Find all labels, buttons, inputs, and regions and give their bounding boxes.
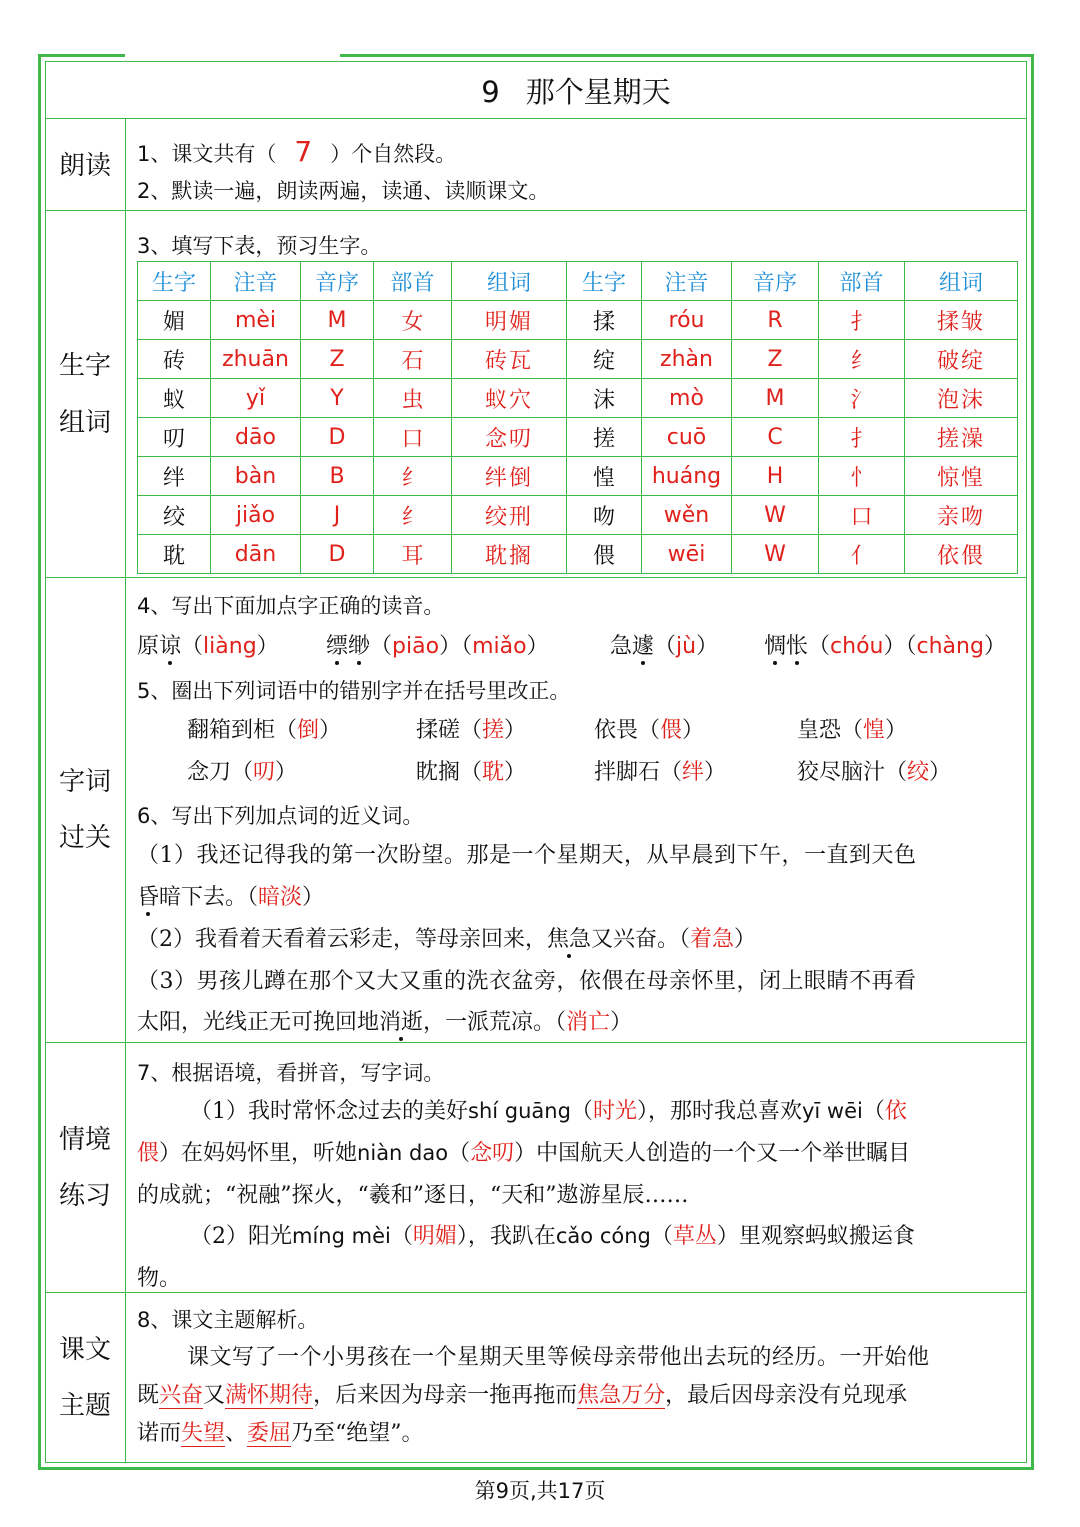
- table-cell: 纟: [374, 457, 452, 496]
- table-cell: H: [732, 457, 819, 496]
- table-cell: zhuān: [211, 340, 301, 379]
- q5-answer: 叨: [253, 760, 276, 785]
- table-cell: 搓: [567, 418, 642, 457]
- q7-answer: 时光: [592, 1099, 637, 1124]
- table-cell: D: [301, 535, 374, 574]
- table-cell: 耳: [374, 535, 452, 574]
- table-header-row: [138, 262, 1018, 301]
- q8-text: 乃至“绝望”。: [291, 1421, 424, 1446]
- table-cell: B: [301, 457, 374, 496]
- section-label-zuci: 组词: [58, 408, 111, 438]
- q4-dotted-char: 缥: [326, 634, 349, 659]
- q8-line-1: 课文写了一个小男孩在一个星期天里等候母亲带他出去玩的经历。一开始他: [187, 1345, 930, 1370]
- table-cell: 口: [819, 496, 905, 535]
- q5-answer: 倒: [297, 718, 320, 743]
- q8-answer: 焦急万分: [577, 1383, 666, 1408]
- q8-line-3: [137, 1416, 424, 1447]
- q4-answer: piāo: [392, 634, 440, 659]
- q6-sentence-1b: 昏暗下去。（暗淡）: [137, 885, 325, 910]
- table-cell: 破绽: [905, 340, 1018, 379]
- table-cell: róu: [642, 301, 732, 340]
- q5-answer: 搓: [482, 718, 505, 743]
- page-footer: 第9页,共17页: [474, 1479, 606, 1503]
- table-cell: 氵: [819, 379, 905, 418]
- question-4-heading: 4、写出下面加点字正确的读音。: [137, 594, 445, 618]
- table-header: 部首: [374, 262, 452, 301]
- q5-word: 眈搁: [416, 760, 461, 785]
- q7-text: ，我趴在: [467, 1224, 556, 1249]
- section-label-zici: 字词: [58, 767, 111, 797]
- table-cell: 亻: [819, 535, 905, 574]
- table-cell: 绞刑: [452, 496, 567, 535]
- table-cell: 泡沫: [905, 379, 1018, 418]
- table-cell: W: [732, 535, 819, 574]
- page-title: [125, 68, 1027, 116]
- table-cell: 耽: [138, 535, 211, 574]
- question-7-heading: 7、根据语境，看拼音，写字词。: [137, 1061, 445, 1085]
- q4-word-char: 原: [137, 634, 160, 659]
- q5-item: 翻箱到柜（倒）: [187, 718, 342, 743]
- table-row: [138, 340, 1018, 379]
- q5-item: 依畏（偎）: [594, 718, 705, 743]
- q4-dotted-char: 谅: [159, 634, 182, 659]
- table-cell: 念叨: [452, 418, 567, 457]
- section-label-lianxi: 练习: [58, 1181, 111, 1211]
- q5-item: 眈搁（耽）: [416, 760, 527, 785]
- table-header: 组词: [452, 262, 567, 301]
- divider: [45, 1292, 1027, 1293]
- table-header: 注音: [642, 262, 732, 301]
- q5-answer: 偎: [660, 718, 683, 743]
- table-cell: cuō: [642, 418, 732, 457]
- q5-answer: 绊: [682, 760, 705, 785]
- table-cell: 媚: [138, 301, 211, 340]
- divider: [45, 577, 1027, 578]
- q5-answer: 绞: [907, 760, 930, 785]
- table-header: 生字: [567, 262, 642, 301]
- q8-answer: 满怀期待: [225, 1383, 314, 1408]
- q7-pinyin: yī wēi: [801, 1099, 863, 1123]
- q7-text: （2）阳光: [190, 1224, 292, 1249]
- q4-answer: liàng: [203, 634, 257, 659]
- q5-word: 拌脚石: [594, 760, 661, 785]
- q8-answer: 兴奋: [159, 1383, 204, 1408]
- q4-item-2: 缥缈（piāo）（miǎo）: [326, 634, 549, 659]
- table-cell: wēi: [642, 535, 732, 574]
- q5-item: 念刀（叨）: [187, 760, 298, 785]
- section-label-zhuti: 主题: [58, 1391, 111, 1421]
- q7-pinyin: niàn dao: [357, 1141, 449, 1165]
- q7-answer: 念叨: [470, 1141, 515, 1166]
- q8-line-2: [137, 1378, 907, 1409]
- q7-text: 里观察蚂蚁搬运食: [738, 1224, 915, 1249]
- table-cell: 纟: [374, 496, 452, 535]
- q8-text: 诺而: [137, 1421, 182, 1446]
- table-cell: 依偎: [905, 535, 1018, 574]
- q6-answer: 消亡: [566, 1010, 611, 1035]
- table-cell: 扌: [819, 301, 905, 340]
- q8-answer: 失望: [181, 1421, 226, 1446]
- q6-text: 暗下去。（: [159, 885, 259, 910]
- q5-item: 狡尽脑汁（绞）: [797, 760, 952, 785]
- q5-answer: 耽: [482, 760, 505, 785]
- table-cell: 绊: [138, 457, 211, 496]
- q1-answer: 7: [294, 135, 313, 168]
- table-cell: 亲吻: [905, 496, 1018, 535]
- q6-text: （2）我看着天看着云彩走，等母亲回来，: [137, 927, 547, 952]
- section-label-qingjing: 情境: [58, 1125, 111, 1155]
- question-3: 3、填写下表，预习生字。: [137, 234, 382, 258]
- table-cell: 砖瓦: [452, 340, 567, 379]
- q7-pinyin: cǎo cóng: [555, 1224, 651, 1248]
- q6-sentence-3b: 太阳，光线正无可挽回地消逝，一派荒凉。（消亡）: [137, 1010, 633, 1035]
- table-cell: D: [301, 418, 374, 457]
- table-cell: wěn: [642, 496, 732, 535]
- table-header: 部首: [819, 262, 905, 301]
- q5-word: 念刀: [187, 760, 232, 785]
- q5-item: 皇恐（惶）: [797, 718, 908, 743]
- question-6-heading: 6、写出下列加点词的近义词。: [137, 804, 424, 828]
- q7-para2-line1: （2）阳光míng mèi（明媚），我趴在cǎo cóng（草丛）里观察蚂蚁搬运食: [190, 1224, 915, 1249]
- table-cell: Z: [301, 340, 374, 379]
- section-label-guoguan: 过关: [58, 823, 111, 853]
- table-cell: W: [732, 496, 819, 535]
- question-1: [137, 135, 456, 168]
- q8-text: ，最后因母亲没有兑现承: [665, 1383, 908, 1408]
- table-cell: 吻: [567, 496, 642, 535]
- q6-dotted: 焦急: [547, 927, 592, 952]
- table-cell: mò: [642, 379, 732, 418]
- q4-answer: chàng: [916, 634, 984, 659]
- q4-item-4: 惆怅（chóu）（chàng）: [764, 634, 1006, 659]
- q1-prefix: 1、课文共有（: [137, 142, 277, 166]
- table-cell: 口: [374, 418, 452, 457]
- table-cell: R: [732, 301, 819, 340]
- q6-sentence-1a: （1）我还记得我的第一次盼望。那是一个星期天，从早晨到下午，一直到天色: [137, 843, 917, 868]
- table-cell: huáng: [642, 457, 732, 496]
- q8-text: 又: [203, 1383, 226, 1408]
- q4-dotted-char: 惆: [764, 634, 787, 659]
- table-cell: 耽搁: [452, 535, 567, 574]
- table-cell: 绽: [567, 340, 642, 379]
- table-row: [138, 496, 1018, 535]
- table-cell: J: [301, 496, 374, 535]
- q7-text: （1）我时常怀念过去的美好: [190, 1099, 468, 1124]
- section-label-kewen: 课文: [58, 1335, 111, 1365]
- q6-answer: 着急: [690, 927, 735, 952]
- divider: [45, 1042, 1027, 1043]
- lesson-title: 那个星期天: [525, 75, 671, 109]
- table-cell: 虫: [374, 379, 452, 418]
- table-cell: 揉: [567, 301, 642, 340]
- table-cell: 女: [374, 301, 452, 340]
- table-header: 生字: [138, 262, 211, 301]
- question-8-heading: 8、课文主题解析。: [137, 1308, 319, 1332]
- table-cell: 搓澡: [905, 418, 1018, 457]
- q7-para1-line1: （1）我时常怀念过去的美好shí guāng（时光），那时我总喜欢yī wēi（依: [190, 1099, 907, 1124]
- q6-dotted: 昏: [137, 885, 160, 910]
- q4-item-1: 原谅（liàng）: [137, 634, 279, 659]
- divider: [45, 210, 1027, 211]
- q6-sentence-2: （2）我看着天看着云彩走，等母亲回来，焦急又兴奋。（着急）: [137, 927, 757, 952]
- table-cell: 忄: [819, 457, 905, 496]
- q7-text: 中国航天人创造的一个又一个举世瞩目: [536, 1141, 911, 1166]
- q1-suffix: ）个自然段。: [330, 142, 457, 166]
- q6-text: 太阳，光线正无可挽回地: [137, 1010, 380, 1035]
- table-row: [138, 535, 1018, 574]
- q8-text: ，后来因为母亲一拖再拖而: [313, 1383, 578, 1408]
- table-cell: 惶: [567, 457, 642, 496]
- q5-word: 狡尽脑汁: [797, 760, 886, 785]
- table-cell: 偎: [567, 535, 642, 574]
- question-2: 2、默读一遍，朗读两遍，读通、读顺课文。: [137, 179, 550, 203]
- table-cell: Z: [732, 340, 819, 379]
- q5-answer: 惶: [863, 718, 886, 743]
- q7-pinyin: shí guāng: [468, 1099, 571, 1123]
- column-divider: [125, 119, 126, 1463]
- table-cell: 沫: [567, 379, 642, 418]
- q5-item: 拌脚石（绊）: [594, 760, 727, 785]
- q7-text: ，那时我总喜欢: [647, 1099, 802, 1124]
- q4-dotted-char: 缈: [348, 634, 371, 659]
- q8-text: 、: [225, 1421, 248, 1446]
- table-cell: M: [732, 379, 819, 418]
- table-cell: 砖: [138, 340, 211, 379]
- q5-word: 皇恐: [797, 718, 842, 743]
- table-row: [138, 301, 1018, 340]
- q7-answer: 草丛: [672, 1224, 717, 1249]
- table-cell: dān: [211, 535, 301, 574]
- table-cell: 叨: [138, 418, 211, 457]
- table-header: 组词: [905, 262, 1018, 301]
- q8-answer: 委屈: [247, 1421, 292, 1446]
- q4-answer: jù: [676, 634, 697, 659]
- q6-text: 又兴奋。（: [591, 927, 691, 952]
- table-cell: 蚁: [138, 379, 211, 418]
- q4-dotted-char: 遽: [632, 634, 655, 659]
- table-row: [138, 379, 1018, 418]
- table-cell: 明媚: [452, 301, 567, 340]
- table-cell: 蚁穴: [452, 379, 567, 418]
- table-row: [138, 418, 1018, 457]
- section-label-shengzi: 生字: [58, 351, 111, 381]
- table-cell: M: [301, 301, 374, 340]
- q7-answer: 偎: [137, 1141, 160, 1166]
- table-cell: 绊倒: [452, 457, 567, 496]
- q4-dotted-char: 怅: [786, 634, 809, 659]
- q4-item-3: 急遽（jù）: [610, 634, 719, 659]
- q6-dotted: 消逝: [379, 1010, 424, 1035]
- lesson-number: 9: [481, 75, 500, 109]
- q7-para2-line2: 物。: [137, 1266, 182, 1291]
- table-cell: 扌: [819, 418, 905, 457]
- table-cell: C: [732, 418, 819, 457]
- table-header: 音序: [301, 262, 374, 301]
- table-cell: mèi: [211, 301, 301, 340]
- table-cell: bàn: [211, 457, 301, 496]
- table-cell: 纟: [819, 340, 905, 379]
- character-table: [137, 261, 1018, 574]
- table-cell: 石: [374, 340, 452, 379]
- table-header: 音序: [732, 262, 819, 301]
- q7-pinyin: míng mèi: [292, 1224, 391, 1248]
- q7-para1-line2: 偎）在妈妈怀里，听她niàn dao（念叨）中国航天人创造的一个又一个举世瞩目: [137, 1141, 911, 1166]
- table-cell: 揉皱: [905, 301, 1018, 340]
- q4-answer: miǎo: [472, 634, 527, 659]
- question-5-heading: 5、圈出下列词语中的错别字并在括号里改正。: [137, 679, 571, 703]
- table-cell: yǐ: [211, 379, 301, 418]
- table-cell: Y: [301, 379, 374, 418]
- divider: [45, 118, 1027, 119]
- q6-sentence-3a: （3）男孩儿蹲在那个又大又重的洗衣盆旁，依偎在母亲怀里，闭上眼睛不再看: [137, 969, 917, 994]
- table-cell: 绞: [138, 496, 211, 535]
- table-cell: zhàn: [642, 340, 732, 379]
- q8-text: 既: [137, 1383, 160, 1408]
- q4-word-char: 急: [610, 634, 633, 659]
- q7-para1-line3: 的成就；“祝融”探火，“羲和”逐日，“天和”遨游星辰……: [137, 1183, 689, 1208]
- table-cell: dāo: [211, 418, 301, 457]
- q7-answer: 依: [884, 1099, 907, 1124]
- section-label-langdu: 朗读: [58, 151, 111, 181]
- table-cell: jiǎo: [211, 496, 301, 535]
- q5-item: 揉磋（搓）: [416, 718, 527, 743]
- table-header: 注音: [211, 262, 301, 301]
- table-cell: 惊惶: [905, 457, 1018, 496]
- table-row: [138, 457, 1018, 496]
- q4-answer: chóu: [830, 634, 884, 659]
- q6-text: ，一派荒凉。（: [423, 1010, 567, 1035]
- q5-word: 揉磋: [416, 718, 461, 743]
- q5-word: 依畏: [594, 718, 639, 743]
- q6-answer: 暗淡: [258, 885, 303, 910]
- q7-text: 在妈妈怀里，听她: [181, 1141, 358, 1166]
- q7-answer: 明媚: [412, 1224, 457, 1249]
- q5-word: 翻箱到柜: [187, 718, 276, 743]
